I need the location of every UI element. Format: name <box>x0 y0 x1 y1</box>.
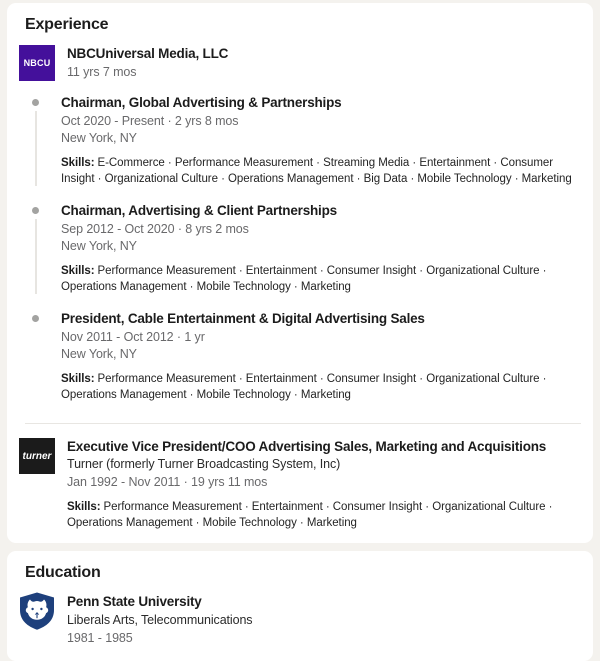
position-title[interactable]: President, Cable Entertainment & Digital Advertising Sales <box>61 311 425 326</box>
turner-logo-text: turner <box>22 450 52 462</box>
skills-list: E-Commerce · Performance Measurement · Streaming Media · Entertainment · Consumer Insight · Organizational Culture · Operations Management · Big Data · Mobile Technology · Marketing <box>61 157 572 185</box>
penn-state-shield-icon <box>19 592 55 630</box>
school-years: 1981 - 1985 <box>67 631 133 645</box>
position-dates: Jan 1992 - Nov 2011 · 19 yrs 11 mos <box>67 475 268 489</box>
position-location: New York, NY <box>61 347 137 361</box>
company-total-duration: 11 yrs 7 mos <box>67 65 137 79</box>
position-dates: Oct 2020 - Present · 2 yrs 8 mos <box>61 114 239 128</box>
school-info <box>67 593 252 646</box>
penn-state-logo[interactable] <box>19 593 55 629</box>
position-content <box>61 94 581 187</box>
skills-label: Skills: <box>61 373 95 385</box>
skills-label: Skills: <box>67 501 101 513</box>
company-entry-turner <box>19 438 581 531</box>
position-title[interactable]: Chairman, Advertising & Client Partnerships <box>61 203 337 218</box>
entry-divider <box>25 423 581 424</box>
company-info <box>67 45 228 81</box>
education-section-title: Education <box>25 564 101 581</box>
profile-page <box>0 3 600 645</box>
timeline-column <box>19 94 61 187</box>
company-name-turner: Turner (formerly Turner Broadcasting System, Inc) <box>67 457 341 471</box>
position-timeline <box>19 94 581 418</box>
position-item-3 <box>19 310 581 418</box>
position-content <box>67 438 581 531</box>
position-skills <box>61 263 581 295</box>
timeline-column <box>19 202 61 295</box>
skills-label: Skills: <box>61 265 95 277</box>
turner-logo[interactable] <box>19 438 55 474</box>
position-title[interactable]: Chairman, Global Advertising & Partnerships <box>61 95 342 110</box>
experience-section <box>7 3 593 543</box>
position-location: New York, NY <box>61 239 137 253</box>
position-title[interactable]: Executive Vice President/COO Advertising Sales, Marketing and Acquisitions <box>67 439 547 454</box>
education-section <box>7 551 593 661</box>
skills-list: Performance Measurement · Entertainment · Consumer Insight · Organizational Culture · Operations Management · Mobile Technology · Marketing <box>61 373 547 401</box>
timeline-dot <box>32 207 39 214</box>
position-dates: Nov 2011 - Oct 2012 · 1 yr <box>61 330 205 344</box>
timeline-dot <box>32 315 39 322</box>
nbcuniversal-logo[interactable] <box>19 45 55 81</box>
position-content <box>61 202 581 295</box>
experience-section-title: Experience <box>25 16 109 33</box>
position-content <box>61 310 581 403</box>
company-name-nbcuniversal[interactable]: NBCUniversal Media, LLC <box>67 46 229 61</box>
skills-label: Skills: <box>61 157 95 169</box>
timeline-dot <box>32 99 39 106</box>
position-item-1 <box>19 94 581 202</box>
skills-list: Performance Measurement · Entertainment · Consumer Insight · Organizational Culture · Operations Management · Mobile Technology · Marketing <box>61 265 547 293</box>
timeline-connector-line <box>35 219 37 294</box>
position-item-2 <box>19 202 581 310</box>
position-skills <box>61 155 581 187</box>
school-entry-penn-state <box>19 593 581 646</box>
position-location: New York, NY <box>61 131 137 145</box>
nbcuniversal-logo-text: NBCU <box>23 58 51 68</box>
position-skills <box>67 499 581 531</box>
timeline-column <box>19 310 61 403</box>
timeline-connector-line <box>35 111 37 186</box>
school-degree: Liberals Arts, Telecommunications <box>67 613 253 627</box>
position-skills <box>61 371 581 403</box>
skills-list: Performance Measurement · Entertainment · Consumer Insight · Organizational Culture · Operations Management · Mobile Technology · Marketing <box>67 501 553 529</box>
position-dates: Sep 2012 - Oct 2020 · 8 yrs 2 mos <box>61 222 249 236</box>
company-entry-nbcuniversal <box>19 45 581 81</box>
school-name[interactable]: Penn State University <box>67 594 202 609</box>
